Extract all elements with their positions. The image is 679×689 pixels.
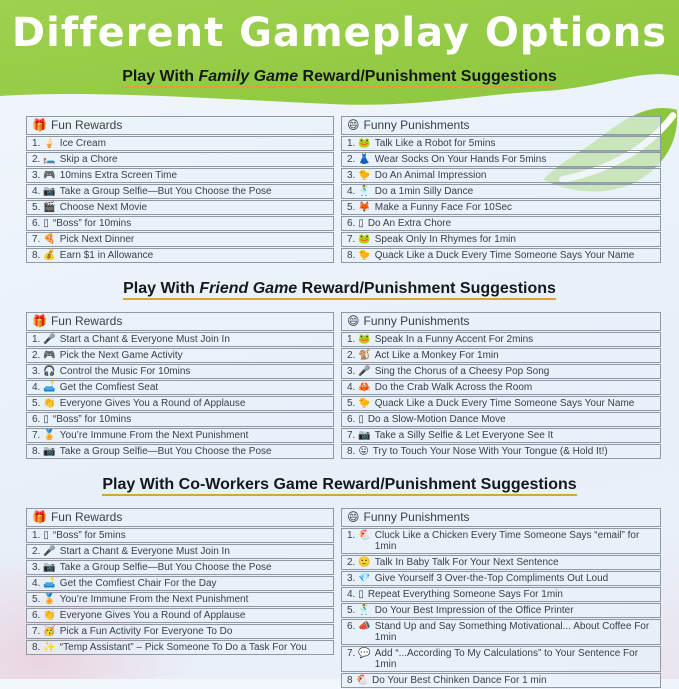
chicken-icon: 🐔 <box>358 530 371 541</box>
rewards-list <box>26 332 334 459</box>
item-number: 3. <box>346 170 356 181</box>
item-text: 10mins Extra Screen Time <box>59 170 178 181</box>
list-item <box>26 624 334 639</box>
couch-icon: 🛋️ <box>43 382 56 393</box>
item-text: Everyone Gives You a Round of Applause <box>59 398 246 409</box>
item-text: Talk Like a Robot for 5mins <box>374 138 496 149</box>
item-text: Do Your Best Chinken Dance For 1 min <box>371 675 547 686</box>
placeholder-box-icon: ▯ <box>43 218 49 229</box>
item-text: Take a Group Selfie—But You Choose the Pose <box>59 186 272 197</box>
item-number: 4. <box>32 186 41 197</box>
game-controller-icon: 🎮 <box>43 170 56 181</box>
headphones-icon: 🎧 <box>43 366 56 377</box>
item-text: Quack Like a Duck Every Time Someone Says Your Name <box>374 398 635 409</box>
table-header-label: Funny Punishments <box>363 510 470 524</box>
game-controller-icon: 🎮 <box>43 350 56 361</box>
man-dancing-icon: 🕺 <box>358 605 371 616</box>
list-item <box>341 396 661 411</box>
item-number: 3. <box>346 573 356 584</box>
gem-stone-icon: 💎 <box>358 573 371 584</box>
item-number: 5. <box>346 605 356 616</box>
friend-tables <box>0 308 679 460</box>
list-item <box>26 216 334 231</box>
list-item <box>26 232 334 247</box>
camera-icon: 📷 <box>43 562 56 573</box>
page-title: Different Gameplay Options <box>11 10 668 56</box>
list-item <box>26 592 334 607</box>
list-item <box>26 560 334 575</box>
list-item <box>26 348 334 363</box>
section-heading-coworkers: Play With Co-Workers Game Reward/Punishment Suggestions <box>0 476 679 494</box>
item-number: 4. <box>346 382 356 393</box>
list-item <box>26 544 334 559</box>
item-number: 6. <box>346 414 356 425</box>
item-text: Get the Comfiest Seat <box>59 382 159 393</box>
microphone-icon: 🎤 <box>43 546 56 557</box>
party-face-icon: 🥳 <box>43 626 56 637</box>
item-text: Give Yourself 3 Over-the-Top Compliments Out Loud <box>374 573 609 584</box>
list-item <box>26 444 334 459</box>
item-text: “Boss” for 10mins <box>52 218 132 229</box>
list-item <box>341 248 661 263</box>
list-item <box>26 640 334 655</box>
dress-icon: 👗 <box>358 154 371 165</box>
item-number: 7. <box>32 430 41 441</box>
table-header <box>341 508 661 527</box>
table-header-label: Fun Rewards <box>50 118 123 132</box>
sparkles-icon: ✨ <box>43 642 56 653</box>
list-item <box>341 673 661 688</box>
baby-chick-icon: 🐤 <box>358 250 371 261</box>
crab-icon: 🦀 <box>358 382 371 393</box>
punishments-list <box>341 332 661 459</box>
list-item <box>341 571 661 586</box>
tongue-out-face-icon: 😛 <box>358 446 369 457</box>
item-number: 7. <box>346 234 356 245</box>
item-text: Quack Like a Duck Every Time Someone Says Your Name <box>374 250 635 261</box>
item-text: You’re Immune From the Next Punishment <box>59 594 249 605</box>
list-item <box>26 136 334 151</box>
item-text: Take a Silly Selfie & Let Everyone See It <box>374 430 554 441</box>
clapping-hands-icon: 👏 <box>43 398 56 409</box>
item-text: Choose Next Movie <box>59 202 148 213</box>
table-header <box>26 312 334 331</box>
list-item <box>26 184 334 199</box>
item-text: Everyone Gives You a Round of Applause <box>59 610 246 621</box>
bed-icon: 🛏️ <box>43 154 56 165</box>
baby-chick-icon: 🐤 <box>358 170 371 181</box>
item-number: 4. <box>346 186 356 197</box>
grinning-face-icon: 😄 <box>346 118 360 132</box>
gift-icon: 🎁 <box>32 510 47 524</box>
item-number: 2. <box>32 154 41 165</box>
item-number: 8 <box>346 675 353 686</box>
section-heading-friend: Play With Friend Game Reward/Punishment Suggestions <box>0 280 679 298</box>
list-item <box>341 232 661 247</box>
item-text: Start a Chant & Everyone Must Join In <box>59 334 230 345</box>
item-number: 6. <box>346 621 356 632</box>
item-text: Stand Up and Say Something Motivational... About Coffee For 1min <box>374 621 650 643</box>
item-text: Wear Socks On Your Hands For 5mins <box>374 154 547 165</box>
placeholder-box-icon: ▯ <box>358 414 364 425</box>
item-text: Do An Extra Chore <box>367 218 452 229</box>
item-number: 8. <box>32 446 41 457</box>
item-text: Skip a Chore <box>59 154 118 165</box>
punishments-list <box>341 528 661 688</box>
monkey-icon: 🐒 <box>358 350 371 361</box>
camera-icon: 📷 <box>43 186 56 197</box>
item-number: 3. <box>32 562 41 573</box>
clapping-hands-icon: 👏 <box>43 610 56 621</box>
punishments-list <box>341 136 661 263</box>
list-item <box>341 412 661 427</box>
item-text: “Temp Assistant” – Pick Someone To Do a Task For You <box>59 642 307 653</box>
list-item <box>341 428 661 443</box>
table-header <box>26 116 334 135</box>
item-text: Repeat Everything Someone Says For 1min <box>367 589 563 600</box>
item-text: Pick a Fun Activity For Everyone To Do <box>59 626 233 637</box>
item-text: Do Your Best Impression of the Office Printer <box>374 605 574 616</box>
rewards-table-family <box>26 116 334 264</box>
item-number: 8. <box>32 250 41 261</box>
item-text: Get the Comfiest Chair For the Day <box>59 578 217 589</box>
section-heading-family: Play With Family Game Reward/Punishment Suggestions <box>0 68 679 86</box>
item-number: 8. <box>346 250 356 261</box>
punishments-table-family <box>341 116 661 264</box>
table-header <box>341 116 661 135</box>
list-item <box>341 603 661 618</box>
item-text: Take a Group Selfie—But You Choose the Pose <box>59 446 272 457</box>
item-text: Control the Music For 10mins <box>59 366 191 377</box>
money-bag-icon: 💰 <box>43 250 56 261</box>
table-header-label: Funny Punishments <box>363 314 470 328</box>
item-text: Add “...According To My Calculations” to Your Sentence For 1min <box>374 648 639 670</box>
item-text: Pick the Next Game Activity <box>59 350 183 361</box>
item-number: 8. <box>32 642 41 653</box>
placeholder-box-icon: ▯ <box>358 589 364 600</box>
item-text: “Boss” for 5mins <box>52 530 126 541</box>
punishments-table-coworkers <box>341 508 661 689</box>
item-text: Do a Slow-Motion Dance Move <box>367 414 506 425</box>
item-text: Speak In a Funny Accent For 2mins <box>374 334 534 345</box>
item-number: 5. <box>32 398 41 409</box>
item-number: 7. <box>32 234 41 245</box>
list-item <box>26 200 334 215</box>
coworkers-tables <box>0 504 679 689</box>
grinning-face-icon: 😄 <box>346 314 360 328</box>
item-number: 5. <box>346 398 356 409</box>
item-number: 1. <box>346 334 356 345</box>
item-number: 4. <box>346 589 356 600</box>
item-text: Ice Cream <box>59 138 106 149</box>
smiling-face-icon: 🙂 <box>358 557 371 568</box>
gift-icon: 🎁 <box>32 118 47 132</box>
item-number: 5. <box>32 202 41 213</box>
table-header <box>341 312 661 331</box>
item-text: You’re Immune From the Next Punishment <box>59 430 249 441</box>
list-item <box>341 619 661 645</box>
item-number: 4. <box>32 578 41 589</box>
baby-chick-icon: 🐤 <box>358 398 371 409</box>
list-item <box>341 444 661 459</box>
placeholder-box-icon: ▯ <box>43 530 49 541</box>
item-number: 7. <box>32 626 41 637</box>
chicken-icon: 🐔 <box>355 675 368 686</box>
item-number: 5. <box>32 594 41 605</box>
megaphone-icon: 📣 <box>358 621 371 632</box>
couch-icon: 🛋️ <box>43 578 56 589</box>
item-number: 7. <box>346 430 356 441</box>
table-header-label: Fun Rewards <box>50 510 123 524</box>
item-number: 2. <box>346 350 356 361</box>
item-text: Do the Crab Walk Across the Room <box>374 382 533 393</box>
rewards-list <box>26 136 334 263</box>
item-number: 4. <box>32 382 41 393</box>
item-number: 1. <box>346 138 356 149</box>
list-item <box>341 348 661 363</box>
list-item <box>341 200 661 215</box>
list-item <box>341 587 661 602</box>
item-text: Try to Touch Your Nose With Your Tongue (& Hold It!) <box>372 446 608 457</box>
placeholder-box-icon: ▯ <box>358 218 364 229</box>
frog-icon: 🐸 <box>358 234 371 245</box>
man-dancing-icon: 🕺 <box>358 186 371 197</box>
item-number: 3. <box>32 366 41 377</box>
list-item <box>341 555 661 570</box>
list-item <box>26 412 334 427</box>
grinning-face-icon: 😄 <box>346 510 360 524</box>
item-text: Start a Chant & Everyone Must Join In <box>59 546 230 557</box>
list-item <box>341 528 661 554</box>
list-item <box>341 332 661 347</box>
item-number: 3. <box>32 170 41 181</box>
item-text: Do a 1min Silly Dance <box>374 186 474 197</box>
list-item <box>26 152 334 167</box>
sports-medal-icon: 🏅 <box>43 594 56 605</box>
item-number: 1. <box>32 334 41 345</box>
item-text: Take a Group Selfie—But You Choose the Pose <box>59 562 272 573</box>
item-text: Do An Animal Impression <box>374 170 487 181</box>
item-text: Speak Only In Rhymes for 1min <box>374 234 516 245</box>
item-text: Make a Funny Face For 10Sec <box>374 202 513 213</box>
item-number: 8. <box>346 446 356 457</box>
rewards-table-friend <box>26 312 334 460</box>
camera-icon: 📷 <box>43 446 56 457</box>
pizza-icon: 🍕 <box>43 234 56 245</box>
item-text: Earn $1 in Allowance <box>59 250 154 261</box>
item-number: 3. <box>346 366 356 377</box>
list-item <box>341 364 661 379</box>
item-text: Pick Next Dinner <box>59 234 135 245</box>
item-number: 1. <box>32 530 41 541</box>
item-number: 2. <box>32 350 41 361</box>
list-item <box>341 136 661 151</box>
item-number: 5. <box>346 202 356 213</box>
list-item <box>26 428 334 443</box>
list-item <box>26 248 334 263</box>
speech-balloon-icon: 💬 <box>358 648 371 659</box>
frog-icon: 🐸 <box>358 138 371 149</box>
list-item <box>341 216 661 231</box>
soft-ice-cream-icon: 🍦 <box>43 138 56 149</box>
list-item <box>26 396 334 411</box>
table-header <box>26 508 334 527</box>
list-item <box>26 364 334 379</box>
item-text: “Boss” for 10mins <box>52 414 132 425</box>
list-item <box>26 528 334 543</box>
item-text: Sing the Chorus of a Cheesy Pop Song <box>374 366 550 377</box>
clapper-board-icon: 🎬 <box>43 202 56 213</box>
item-number: 6. <box>32 218 41 229</box>
list-item <box>341 380 661 395</box>
list-item <box>341 184 661 199</box>
item-number: 1. <box>32 138 41 149</box>
table-header-label: Fun Rewards <box>50 314 123 328</box>
microphone-icon: 🎤 <box>358 366 371 377</box>
list-item <box>341 646 661 672</box>
list-item <box>341 168 661 183</box>
item-number: 6. <box>32 414 41 425</box>
list-item <box>26 332 334 347</box>
list-item <box>26 608 334 623</box>
item-text: Talk In Baby Talk For Your Next Sentence <box>374 557 559 568</box>
placeholder-box-icon: ▯ <box>43 414 49 425</box>
list-item <box>26 380 334 395</box>
sports-medal-icon: 🏅 <box>43 430 56 441</box>
list-item <box>26 576 334 591</box>
item-number: 2. <box>32 546 41 557</box>
item-text: Act Like a Monkey For 1min <box>374 350 499 361</box>
item-number: 2. <box>346 557 356 568</box>
item-number: 7. <box>346 648 356 659</box>
frog-icon: 🐸 <box>358 334 371 345</box>
microphone-icon: 🎤 <box>43 334 56 345</box>
item-number: 6. <box>32 610 41 621</box>
family-tables <box>0 112 679 264</box>
table-header-label: Funny Punishments <box>363 118 470 132</box>
list-item <box>341 152 661 167</box>
item-number: 2. <box>346 154 356 165</box>
fox-face-icon: 🦊 <box>358 202 371 213</box>
item-number: 1. <box>346 530 356 541</box>
list-item <box>26 168 334 183</box>
header-green-wave <box>0 0 679 112</box>
punishments-table-friend <box>341 312 661 460</box>
rewards-table-coworkers <box>26 508 334 656</box>
gift-icon: 🎁 <box>32 314 47 328</box>
rewards-list <box>26 528 334 655</box>
item-number: 6. <box>346 218 356 229</box>
item-text: Cluck Like a Chicken Every Time Someone Says “email” for 1min <box>374 530 640 552</box>
camera-icon: 📷 <box>358 430 371 441</box>
